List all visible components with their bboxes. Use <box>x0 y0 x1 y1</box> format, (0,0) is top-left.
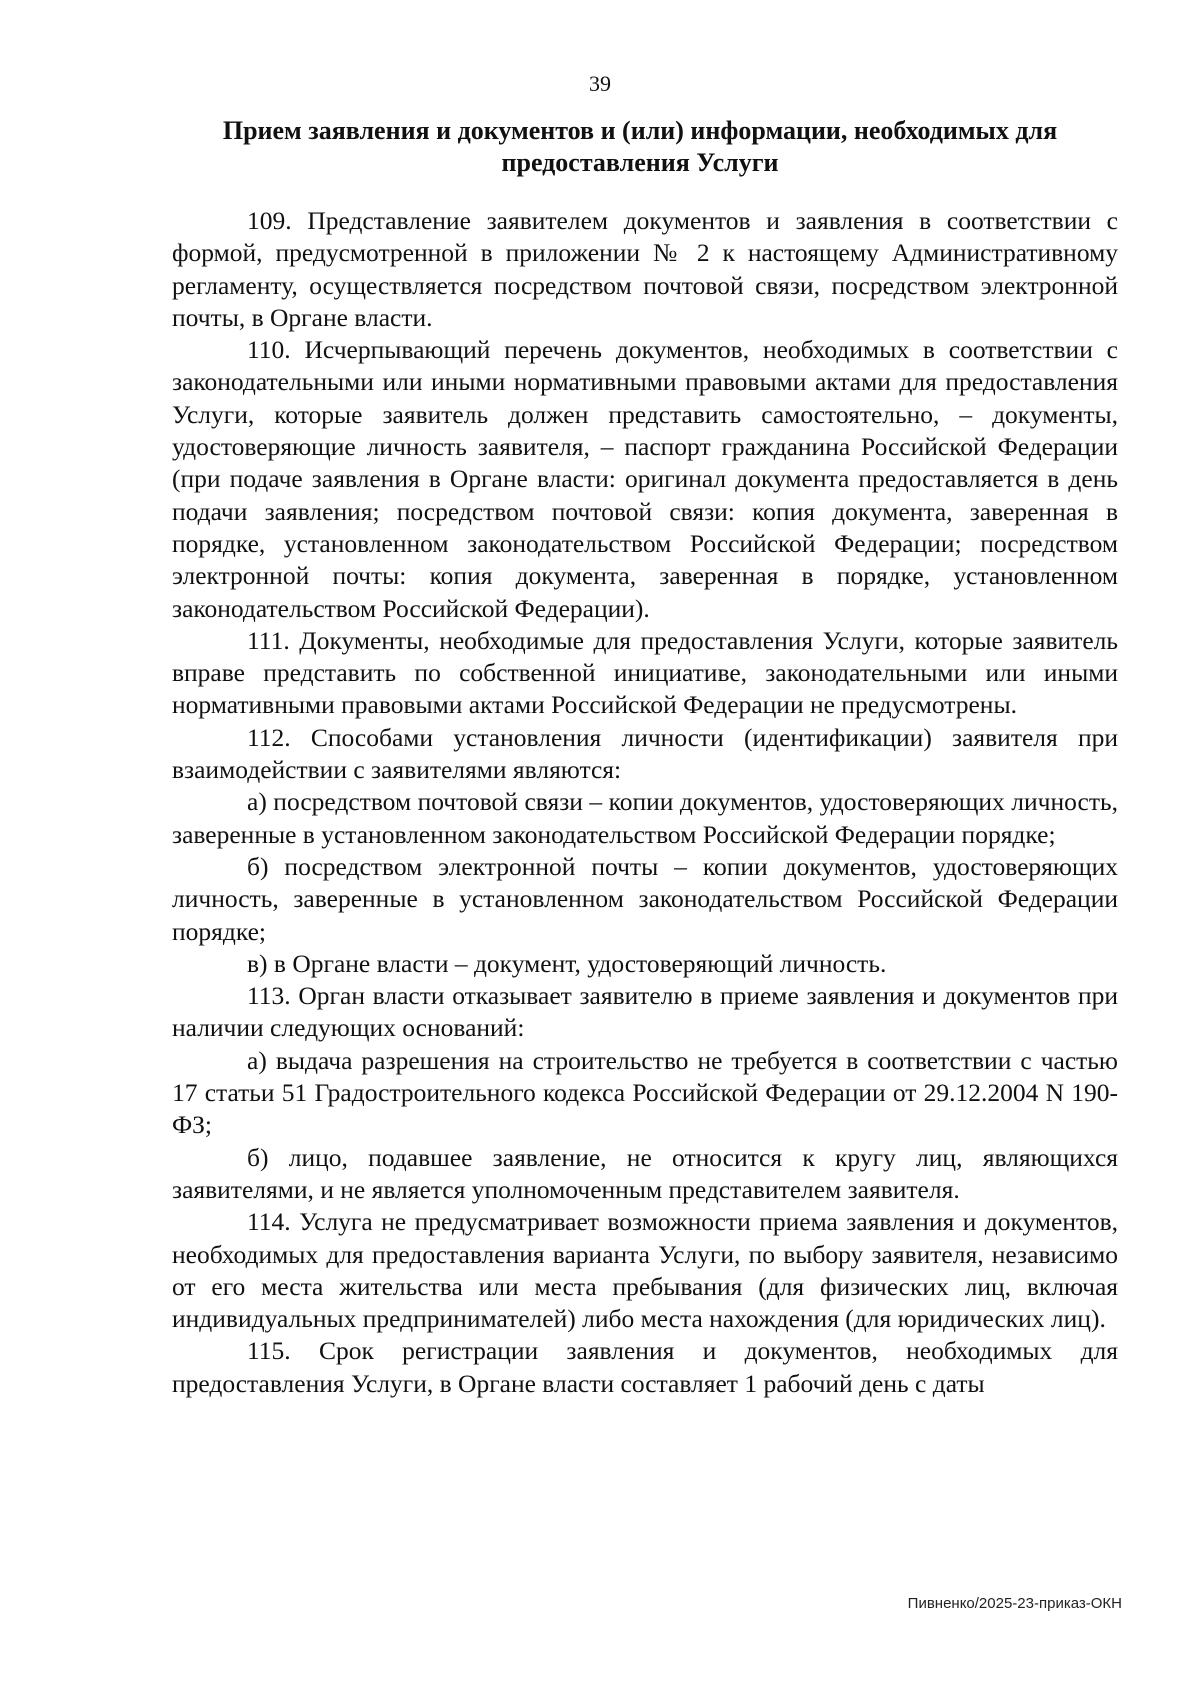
paragraph-111: 111. Документы, необходимые для предоставления Услуги, которые заявитель вправе представить по собственной инициативе, законодательными или иными нормативными правовыми актами Российской Федерации не предусмотрены. <box>172 625 1118 720</box>
page-number: 39 <box>589 71 611 96</box>
paragraph-112-b: б) посредством электронной почты – копии документов, удостоверяющих личность, заверенные в установленном законодательством Российской Федерации порядке; <box>172 851 1118 946</box>
section-heading-line-2: предоставления Услуги <box>501 148 779 177</box>
section-heading <box>170 115 1110 179</box>
document-body <box>172 205 1118 1400</box>
paragraph-110: 110. Исчерпывающий перечень документов, необходимых в соответствии с законодательными или иными нормативными правовыми актами для предоставления Услуги, которые заявитель должен представить самостоятельно, – документы, удостоверяющие личность заявителя, – паспорт гражданина Российской Федерации (при подаче заявления в Органе власти: оригинал документа предоставляется в день подачи заявления; посредством почтовой связи: копия документа, заверенная в порядке, установленном законодательством Российской Федерации; посредством электронной почты: копия документа, заверенная в порядке, установленном законодательством Российской Федерации). <box>172 335 1118 623</box>
paragraph-113-b: б) лицо, подавшее заявление, не относится к кругу лиц, являющихся заявителями, и не является уполномоченным представителем заявителя. <box>172 1142 1118 1204</box>
paragraph-109: 109. Представление заявителем документов и заявления в соответствии с формой, предусмотренной в приложении № 2 к настоящему Административному регламенту, осуществляется посредством почтовой связи, посредством электронной почты, в Органе власти. <box>172 206 1118 332</box>
paragraph-113-a: а) выдача разрешения на строительство не требуется в соответствии с частью 17 статьи 51 Градостроительного кодекса Российской Федерации от 29.12.2004 N 190-ФЗ; <box>172 1045 1118 1140</box>
paragraph-114: 114. Услуга не предусматривает возможности приема заявления и документов, необходимых для предоставления варианта Услуги, по выбору заявителя, независимо от его места жительства или места пребывания (для физических лиц, включая индивидуальных предпринимателей) либо места нахождения (для юридических лиц). <box>172 1207 1118 1334</box>
paragraph-115: 115. Срок регистрации заявления и документов, необходимых для предоставления Услуги, в Органе власти составляет 1 рабочий день с даты <box>172 1336 1118 1398</box>
paragraph-112-a: а) посредством почтовой связи – копии документов, удостоверяющих личность, заверенные в установленном законодательством Российской Федерации порядке; <box>172 787 1118 849</box>
paragraph-113: 113. Орган власти отказывает заявителю в приеме заявления и документов при наличии следующих оснований: <box>172 981 1118 1043</box>
section-heading-line-1: Прием заявления и документов и (или) информации, необходимых для <box>222 116 1058 145</box>
paragraph-112-c: в) в Органе власти – документ, удостоверяющий личность. <box>247 948 887 978</box>
paragraph-112: 112. Способами установления личности (идентификации) заявителя при взаимодействии с заявителями являются: <box>172 722 1118 785</box>
document-footer-reference: Пивненко/2025-23-приказ-ОКН <box>907 1595 1122 1612</box>
